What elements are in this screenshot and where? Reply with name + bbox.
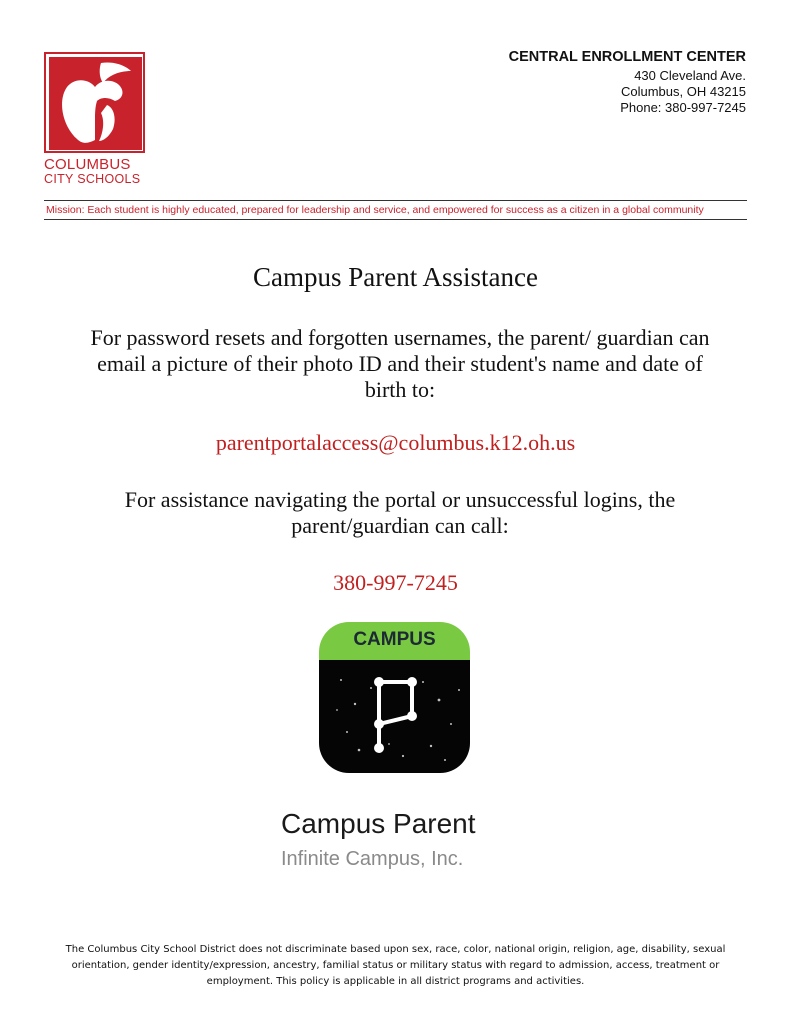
address-phone: Phone: 380-997-7245 xyxy=(620,100,746,115)
password-reset-text: For password resets and forgotten usernames, the parent/ guardian can email a picture of their photo ID and their student's name and date of birth to: xyxy=(90,325,710,402)
logo-wordmark xyxy=(44,157,150,187)
city-address: Columbus, OH 43215 xyxy=(620,84,746,99)
app-vendor: Infinite Campus, Inc. xyxy=(281,848,464,870)
logo-name-line2: CITY SCHOOLS xyxy=(44,172,141,186)
nondiscrimination-notice: The Columbus City School District does not discriminate based upon sex, race, color, national origin, religion, age, disability, sexual orientation, gender identity/expression, ancestry, familial status or military status with regard to admission, access, treatment or employment. This policy is applicable in all district programs and activities. xyxy=(65,944,726,987)
center-name: CENTRAL ENROLLMENT CENTER xyxy=(508,49,746,65)
assistance-text: For assistance navigating the portal or unsuccessful logins, the parent/guardian can call: xyxy=(124,487,676,538)
logo-box xyxy=(44,52,145,153)
page-title: Campus Parent Assistance xyxy=(253,262,538,292)
street-address: 430 Cleveland Ave. xyxy=(634,68,746,83)
constellation-icon xyxy=(319,660,470,773)
campus-app-icon xyxy=(319,622,470,773)
support-phone-link[interactable]: 380-997-7245 xyxy=(333,570,458,595)
logo-name-line1: COLUMBUS xyxy=(44,156,131,173)
apple-icon xyxy=(49,57,142,150)
district-logo xyxy=(44,52,150,187)
support-email-link[interactable]: parentportalaccess@columbus.k12.oh.us xyxy=(215,430,576,455)
address-block xyxy=(509,49,746,116)
app-name: Campus Parent xyxy=(281,808,476,839)
mission-statement: Mission: Each student is highly educated, prepared for leadership and service, and empowered for success as a citizen in a global community xyxy=(44,200,747,220)
app-icon-label: CAMPUS xyxy=(353,629,436,650)
